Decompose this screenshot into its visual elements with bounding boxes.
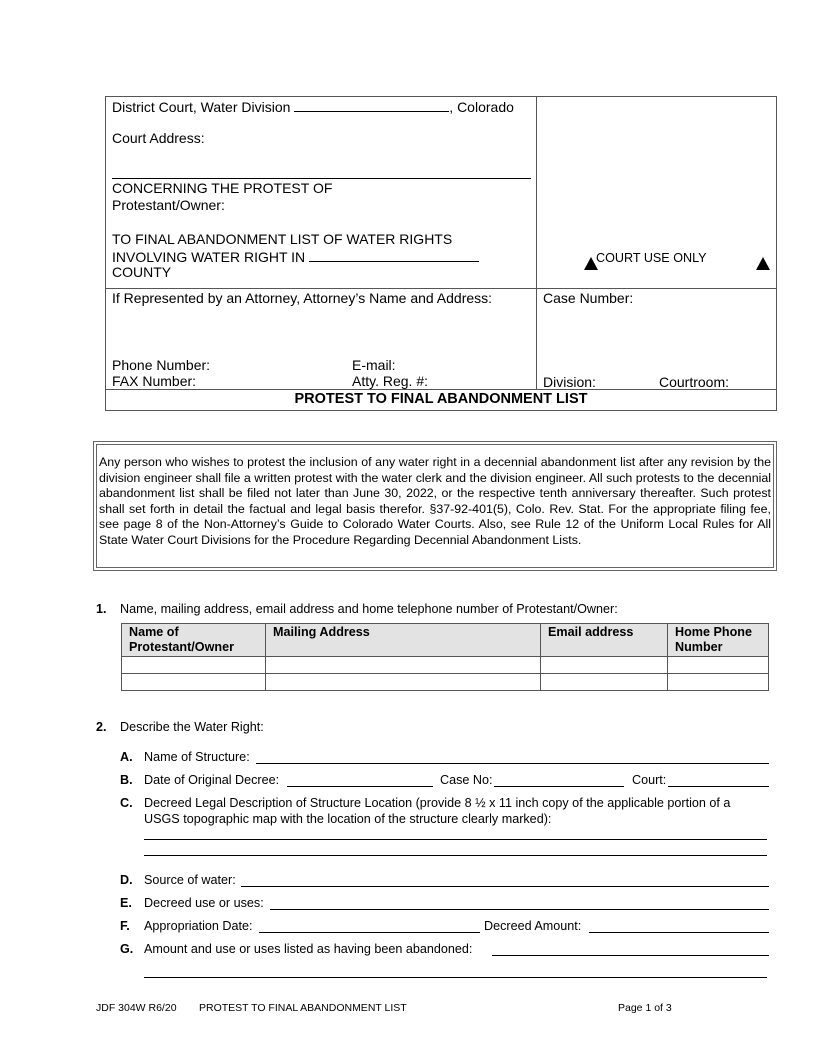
district-court-line xyxy=(112,98,514,115)
water-division-field[interactable] xyxy=(294,98,449,112)
header-email-address: Email address xyxy=(541,624,668,657)
phone-number-label: Phone Number: xyxy=(112,357,211,373)
home-phone-cell[interactable] xyxy=(668,657,769,674)
section2-text: Describe the Water Right: xyxy=(120,720,264,734)
county-label: COUNTY xyxy=(112,264,172,280)
footer-form-id: JDF 304W R6/20 xyxy=(96,1002,177,1014)
structure-name-field[interactable] xyxy=(256,763,769,764)
court-use-right-triangle-icon xyxy=(756,257,770,273)
decreed-amount-label: Decreed Amount: xyxy=(484,919,582,933)
item-g-letter: G. xyxy=(120,942,134,956)
notice-box xyxy=(93,441,777,571)
section2-number: 2. xyxy=(96,720,107,734)
abandoned-amount-field-1[interactable] xyxy=(492,955,769,956)
abandoned-amount-label: Amount and use or uses listed as having been abandoned: xyxy=(144,942,473,956)
name-cell[interactable] xyxy=(122,657,266,674)
original-decree-date-field[interactable] xyxy=(287,786,433,787)
attorney-label: If Represented by an Attorney, Attorney’s Name and Address: xyxy=(112,290,493,306)
case-number-label: Case Number: xyxy=(543,290,634,306)
courtroom-label: Courtroom: xyxy=(659,374,730,390)
footer-page-number: Page 1 of 3 xyxy=(618,1002,672,1014)
court-address-label: Court Address: xyxy=(112,130,205,146)
court-field[interactable] xyxy=(668,786,769,787)
case-no-label: Case No: xyxy=(440,773,493,787)
email-address-cell[interactable] xyxy=(541,674,668,691)
item-b-letter: B. xyxy=(120,773,133,787)
concerning-line1: CONCERNING THE PROTEST OF xyxy=(112,180,333,196)
decreed-use-label: Decreed use or uses: xyxy=(144,896,264,910)
name-cell[interactable] xyxy=(122,674,266,691)
involving-water-right-label: INVOLVING WATER RIGHT IN xyxy=(112,249,306,265)
division-label: Division: xyxy=(543,374,596,390)
header-home-phone: Home Phone Number xyxy=(668,624,769,657)
to-final-line1: TO FINAL ABANDONMENT LIST OF WATER RIGHTS xyxy=(112,231,453,247)
legal-description-line1: Decreed Legal Description of Structure Location (provide 8 ½ x 11 inch copy of the applicable portion of a xyxy=(144,796,731,810)
notice-inner-border xyxy=(96,444,774,568)
source-of-water-field[interactable] xyxy=(241,886,769,887)
caption-horizontal-divider xyxy=(105,288,777,289)
protestant-owner-label: Protestant/Owner: xyxy=(112,197,225,213)
section1-number: 1. xyxy=(96,602,107,616)
district-court-prefix: District Court, Water Division xyxy=(112,99,291,115)
item-f-letter: F. xyxy=(120,919,130,933)
fax-number-label: FAX Number: xyxy=(112,373,197,389)
item-a-letter: A. xyxy=(120,750,133,764)
original-decree-date-label: Date of Original Decree: xyxy=(144,773,280,787)
document-title: PROTEST TO FINAL ABANDONMENT LIST xyxy=(294,391,588,407)
email-address-cell[interactable] xyxy=(541,657,668,674)
table-row xyxy=(122,657,769,674)
appropriation-date-label: Appropriation Date: xyxy=(144,919,253,933)
header-mailing-address: Mailing Address xyxy=(266,624,541,657)
court-label: Court: xyxy=(632,773,667,787)
appropriation-date-field[interactable] xyxy=(259,932,480,933)
abandoned-amount-field-2[interactable] xyxy=(144,977,767,978)
case-no-field[interactable] xyxy=(494,786,624,787)
protestant-table-header-row xyxy=(122,624,769,657)
footer-form-title: PROTEST TO FINAL ABANDONMENT LIST xyxy=(199,1002,407,1014)
structure-name-label: Name of Structure: xyxy=(144,750,250,764)
header-name: Name of Protestant/Owner xyxy=(122,624,266,657)
atty-reg-label: Atty. Reg. #: xyxy=(352,373,428,389)
caption-vertical-divider xyxy=(536,96,537,390)
table-row xyxy=(122,674,769,691)
email-label: E-mail: xyxy=(352,357,396,373)
mailing-address-cell[interactable] xyxy=(266,674,541,691)
item-e-letter: E. xyxy=(120,896,132,910)
item-d-letter: D. xyxy=(120,873,133,887)
home-phone-cell[interactable] xyxy=(668,674,769,691)
protestant-table xyxy=(121,623,769,691)
item-c-letter: C. xyxy=(120,796,133,810)
legal-description-line2: USGS topographic map with the location of the structure clearly marked): xyxy=(144,812,552,826)
to-final-line2 xyxy=(112,248,479,265)
section1-text: Name, mailing address, email address and home telephone number of Protestant/Owner: xyxy=(120,602,618,616)
mailing-address-cell[interactable] xyxy=(266,657,541,674)
notice-text: Any person who wishes to protest the inclusion of any water right in a decennial abandonment list after any revision by the division engineer shall file a written protest with the water clerk and the division engineer. All such protests to the decennial abandonment list shall be filed not later than June 30, 2022, or the respective tenth anniversary thereafter. Such protest shall set forth in detail the factual and legal basis therefor. §37-92-401(5), Colo. Rev. Stat. For the appropriate filing fee, see page 8 of the Non-Attorney’s Guide to Colorado Water Courts. Also, see Rule 12 of the Uniform Local Rules for All State Water Court Divisions for the Procedure Regarding Decennial Abandonment Lists. xyxy=(99,455,771,547)
court-use-only-label: COURT USE ONLY xyxy=(596,251,707,265)
county-field[interactable] xyxy=(309,248,479,262)
source-of-water-label: Source of water: xyxy=(144,873,236,887)
decreed-amount-field[interactable] xyxy=(589,932,769,933)
decreed-use-field[interactable] xyxy=(270,909,769,910)
court-address-field[interactable] xyxy=(112,178,531,179)
legal-description-field-1[interactable] xyxy=(144,839,767,840)
legal-description-field-2[interactable] xyxy=(144,855,767,856)
district-court-suffix: , Colorado xyxy=(449,99,514,115)
